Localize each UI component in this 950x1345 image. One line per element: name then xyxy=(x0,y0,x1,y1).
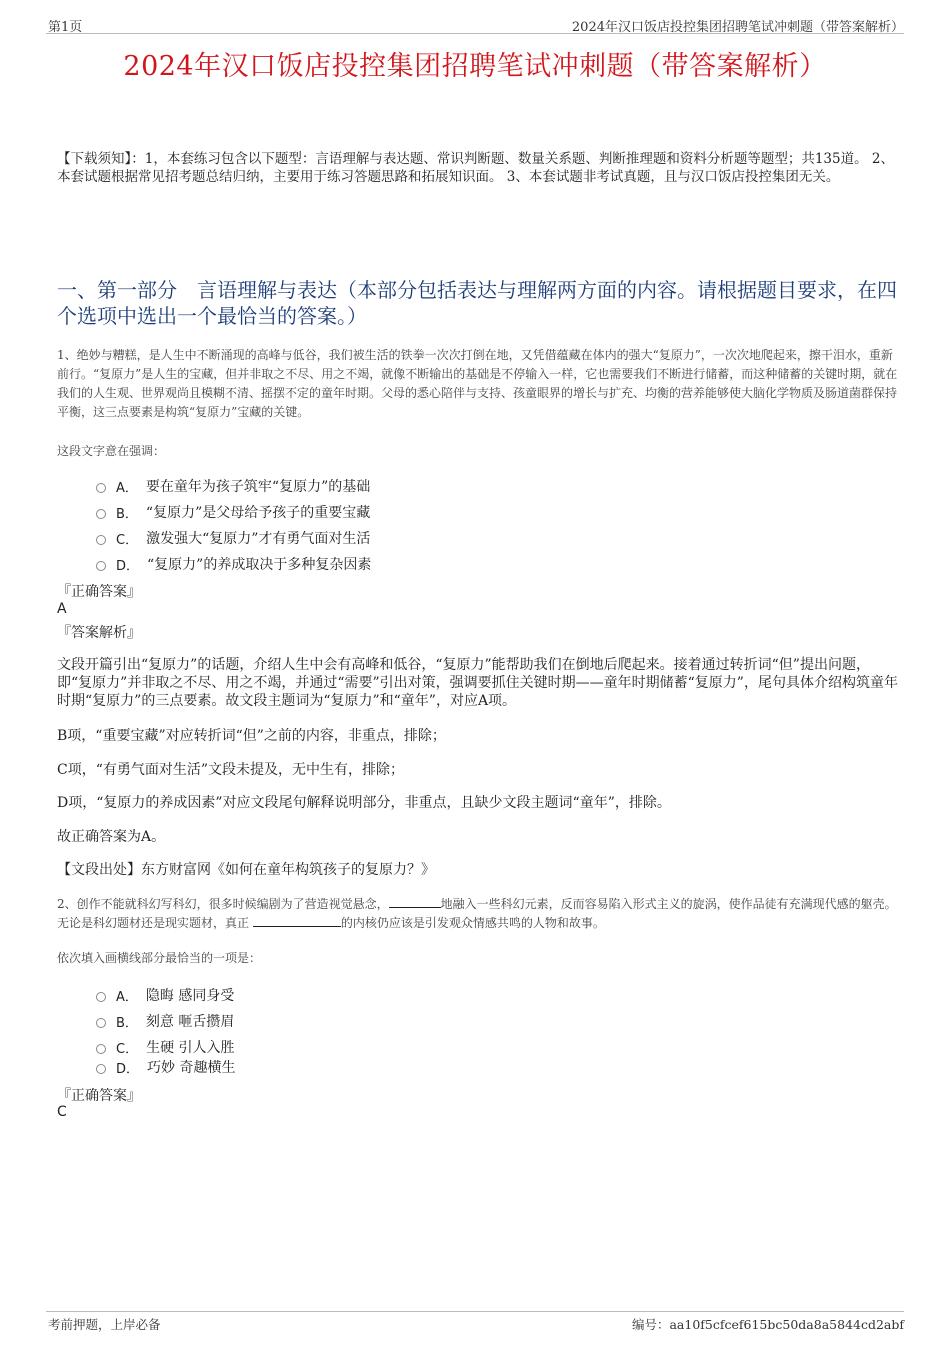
option-text: 要在童年为孩子筑牢“复原力”的基础 xyxy=(145,479,371,495)
footer-divider xyxy=(46,1311,904,1312)
option-letter: D． xyxy=(116,558,140,574)
header-divider xyxy=(46,33,904,34)
question-2-option-c[interactable] xyxy=(96,1037,235,1057)
radio-icon[interactable] xyxy=(96,561,106,571)
radio-icon[interactable] xyxy=(96,509,106,519)
download-notice: 【下载须知】：1，本套练习包含以下题型：言语理解与表达题、常识判断题、数量关系题、判断推理题和资料分析题等题型；共135道。 2、本套试题根据常见招考题总结归纳，主要用于练习答题思路和拓展知识面。 3、本套试题非考试真题，且与汉口饭店投控集团无关。 xyxy=(57,151,894,185)
question-1-prompt: 这段文字意在强调： xyxy=(57,444,166,458)
question-1-option-a[interactable] xyxy=(96,476,370,496)
radio-icon[interactable] xyxy=(96,992,106,1002)
fill-blank-1 xyxy=(389,895,441,908)
question-1-text: 1、绝妙与糟糕，是人生中不断涌现的高峰与低谷，我们被生活的铁拳一次次打倒在地，又凭借蕴藏在体内的强大“复原力”，一次次地爬起来，擦干泪水，重新前行。“复原力”是人生的宝藏，但并非取之不尽、用之不竭，就像不断输出的基础是不停输入一样，它也需要我们不断进行储蓄，而这种储蓄的关键时期，就在我们的人生观、世界观尚且模糊不清、摇摆不定的童年时期。父母的悉心陪伴与支持、孩童眼界的增长与扩充、均衡的营养能够使大脑化学物质及肠道菌群保持平衡，这三点要素是构筑“复原力”宝藏的关键。 xyxy=(57,348,898,419)
correct-answer-value: C xyxy=(57,1104,67,1120)
section-heading: 一、第一部分 言语理解与表达（本部分包括表达与理解两方面的内容。请根据题目要求，在四个选项中选出一个最恰当的答案。） xyxy=(57,278,897,328)
analysis-paragraph: B项，“重要宝藏”对应转折词“但”之前的内容，非重点，排除； xyxy=(57,728,446,744)
question-2-prompt: 依次填入画横线部分最恰当的一项是： xyxy=(57,951,262,965)
radio-icon[interactable] xyxy=(96,535,106,545)
page-number: 第1页 xyxy=(48,20,83,35)
answer-analysis-label: 『答案解析』 xyxy=(57,625,141,641)
option-text: 巧妙 奇趣横生 xyxy=(147,1060,236,1076)
option-letter: C． xyxy=(116,1041,139,1057)
question-1-option-b[interactable] xyxy=(96,502,370,522)
footer-slogan: 考前押题，上岸必备 xyxy=(48,1317,161,1332)
option-text: “复原力”的养成取决于多种复杂因素 xyxy=(147,557,372,573)
radio-icon[interactable] xyxy=(96,1018,106,1028)
question-2-option-a[interactable] xyxy=(96,985,234,1005)
question-2-option-d[interactable] xyxy=(96,1057,235,1077)
correct-answer-value: A xyxy=(57,601,67,617)
analysis-paragraph: 故正确答案为A。 xyxy=(57,829,166,845)
analysis-paragraph: 文段开篇引出“复原力”的话题，介绍人生中会有高峰和低谷，“复原力”能帮助我们在倒地后爬起来。接着通过转折词“但”提出问题，即“复原力”并非取之不尽、用之不竭，并通过“需要”引出对策，强调要抓住关键时期——童年时期储蓄“复原力”，尾句具体介绍构筑童年时期“复原力”的三点要素。故文段主题词为“复原力”和“童年”，对应A项。 xyxy=(57,657,898,709)
option-text: “复原力”是父母给予孩子的重要宝藏 xyxy=(145,505,371,521)
question-1-option-c[interactable] xyxy=(96,528,370,548)
fill-blank-2 xyxy=(253,914,341,927)
option-letter: D． xyxy=(116,1061,140,1077)
question-2-text-part: 地融入一些科幻元素，反而容易陷入形式主义的旋涡，使作品徒有充满现代感的躯壳。无论是科幻题材还是现实题材，真正 xyxy=(57,897,897,930)
option-text: 刻意 咂舌攒眉 xyxy=(145,1014,235,1030)
option-letter: A． xyxy=(116,480,138,496)
correct-answer-label: 『正确答案』 xyxy=(57,1088,141,1104)
option-letter: C． xyxy=(116,532,139,548)
option-letter: B． xyxy=(116,506,138,522)
document-title: 2024年汉口饭店投控集团招聘笔试冲刺题（带答案解析） xyxy=(123,51,827,82)
question-1-option-d[interactable] xyxy=(96,554,371,574)
analysis-paragraph: C项，“有勇气面对生活”文段未提及，无中生有，排除； xyxy=(57,762,405,778)
option-text: 激发强大“复原力”才有勇气面对生活 xyxy=(146,531,371,547)
option-text: 生硬 引人入胜 xyxy=(146,1040,235,1056)
document-id: 编号：aa10f5cfcef615bc50da8a5844cd2abf xyxy=(631,1317,904,1332)
running-header-title: 2024年汉口饭店投控集团招聘笔试冲刺题（带答案解析） xyxy=(571,20,904,35)
source-citation: 【文段出处】东方财富网《如何在童年构筑孩子的复原力？》 xyxy=(57,862,435,878)
radio-icon[interactable] xyxy=(96,1044,106,1054)
analysis-paragraph: D项，“复原力的养成因素”对应文段尾句解释说明部分，非重点，且缺少文段主题词“童年”，排除。 xyxy=(57,795,671,811)
correct-answer-label: 『正确答案』 xyxy=(57,584,141,600)
question-2-option-b[interactable] xyxy=(96,1011,234,1031)
question-2-text-part: 2、创作不能就科幻写科幻，很多时候编剧为了营造视觉悬念， xyxy=(57,897,389,911)
radio-icon[interactable] xyxy=(96,483,106,493)
option-text: 隐晦 感同身受 xyxy=(145,988,235,1004)
radio-icon[interactable] xyxy=(96,1064,106,1074)
option-letter: A． xyxy=(116,989,138,1005)
question-2-text-part: 的内核仍应该是引发观众情感共鸣的人物和故事。 xyxy=(340,916,605,930)
question-2-text xyxy=(57,895,899,933)
option-letter: B． xyxy=(116,1015,138,1031)
